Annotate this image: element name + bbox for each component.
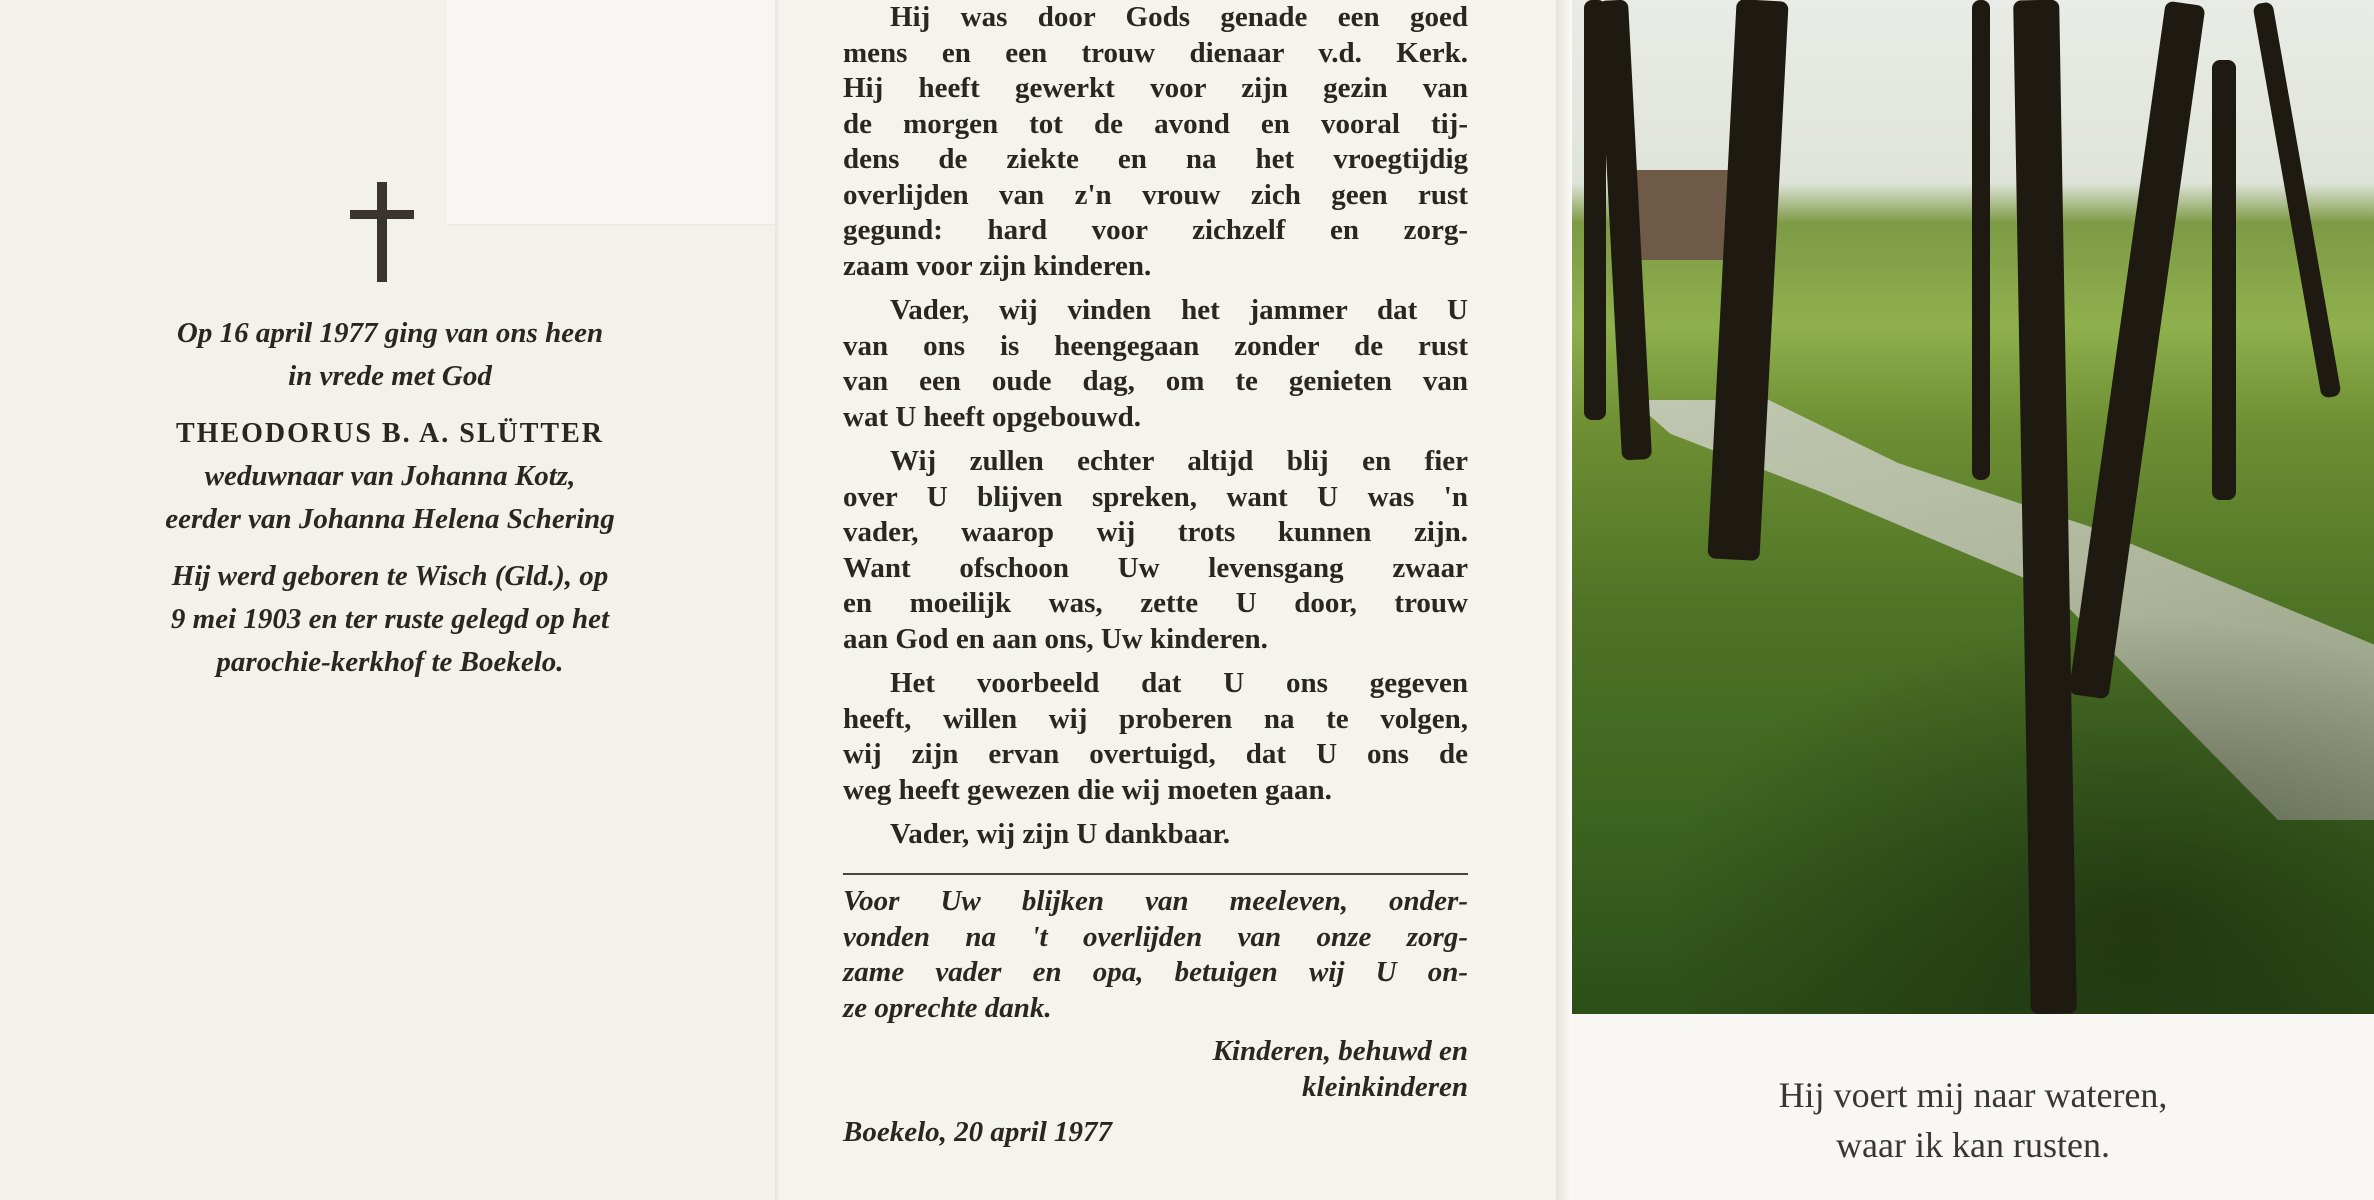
caption-line: waar ik kan rusten. xyxy=(1836,1125,2110,1165)
paragraph xyxy=(843,666,1468,808)
announcement-line: 9 mei 1903 en ter ruste gelegd op het xyxy=(170,603,610,635)
paragraph-line: van ons is heengegaan zonder de rust xyxy=(843,329,1468,362)
paragraph-line: aan God en aan ons, Uw kinderen. xyxy=(843,622,1268,655)
thanks-line: Voor Uw blijken van meeleven, onder- xyxy=(843,885,1468,917)
paragraph-line: Vader, wij zijn U dankbaar. xyxy=(890,818,1231,850)
death-announcement xyxy=(40,312,740,684)
announcement-line: weduwnaar van Johanna Kotz, xyxy=(204,460,576,492)
paragraph-line: de morgen tot de avond en vooral tij- xyxy=(843,107,1468,140)
paragraph-line: weg heeft gewezen die wij moeten gaan. xyxy=(843,773,1332,806)
left-panel xyxy=(0,0,775,1200)
cross-icon xyxy=(350,182,414,282)
paragraph-line: Hij heeft gewerkt voor zijn gezin van xyxy=(843,72,1468,104)
announcement-line: Op 16 april 1977 ging van ons heen xyxy=(176,317,604,349)
paragraph-line: mens en een trouw dienaar v.d. Kerk. xyxy=(843,36,1468,69)
paragraph xyxy=(843,293,1468,435)
paragraph-line: heeft, willen wij proberen na te volgen, xyxy=(843,702,1468,735)
announcement-line: eerder van Johanna Helena Schering xyxy=(165,503,615,535)
fold-line xyxy=(1556,0,1572,1200)
paragraph-line: Het voorbeeld dat U ons gegeven xyxy=(890,667,1468,699)
divider xyxy=(843,873,1468,875)
thanks-line: zame vader en opa, betuigen wij U on- xyxy=(843,956,1468,988)
announcement-line: Hij werd geboren te Wisch (Gld.), op xyxy=(171,560,609,592)
place-date: Boekelo, 20 april 1977 xyxy=(843,1116,1113,1148)
paragraph-line: over U blijven spreken, want U was 'n xyxy=(843,480,1468,513)
caption-line: Hij voert mij naar wateren, xyxy=(1778,1075,2168,1115)
deceased-name: THEODORUS B. A. SLÜTTER xyxy=(176,418,604,449)
paragraph-line: Want ofschoon Uw levensgang zwaar xyxy=(843,551,1468,584)
thanks-line: vonden na 't overlijden van onze zorg- xyxy=(843,920,1468,953)
paragraph-line: Wij zullen echter altijd blij en fier xyxy=(890,445,1468,477)
paper-patch xyxy=(447,0,825,224)
paragraph-line: van een oude dag, om te genieten van xyxy=(843,365,1468,397)
paragraph-line: dens de ziekte en na het vroegtijdig xyxy=(843,143,1468,175)
memorial-text xyxy=(843,0,1468,862)
announcement-line: in vrede met God xyxy=(288,360,492,392)
signature-line: kleinkinderen xyxy=(1302,1070,1468,1103)
right-panel xyxy=(1572,0,2374,1200)
paragraph xyxy=(843,444,1468,657)
paragraph-line: wat U heeft opgebouwd. xyxy=(843,400,1142,433)
paragraph-line: Hij was door Gods genade een goed xyxy=(890,1,1468,33)
paragraph xyxy=(843,817,1468,853)
paragraph-line: wij zijn ervan overtuigd, dat U ons de xyxy=(843,738,1468,770)
paragraph xyxy=(843,0,1468,284)
paragraph-line: gegund: hard voor zichzelf en zorg- xyxy=(843,214,1468,246)
signature-line: Kinderen, behuwd en xyxy=(1212,1035,1468,1067)
caption xyxy=(1572,1070,2374,1170)
paragraph-line: en moeilijk was, zette U door, trouw xyxy=(843,587,1468,619)
thanks-line: ze oprechte dank. xyxy=(843,991,1052,1024)
announcement-line: parochie-kerkhof te Boekelo. xyxy=(216,646,564,678)
paragraph-line: overlijden van z'n vrouw zich geen rust xyxy=(843,178,1468,211)
middle-panel xyxy=(781,0,1556,1200)
paragraph-line: vader, waarop wij trots kunnen zijn. xyxy=(843,516,1468,548)
paragraph-line: zaam voor zijn kinderen. xyxy=(843,249,1152,282)
thanks-section xyxy=(843,884,1468,1151)
paragraph-line: Vader, wij vinden het jammer dat U xyxy=(890,294,1468,326)
landscape-photo xyxy=(1572,0,2374,1014)
